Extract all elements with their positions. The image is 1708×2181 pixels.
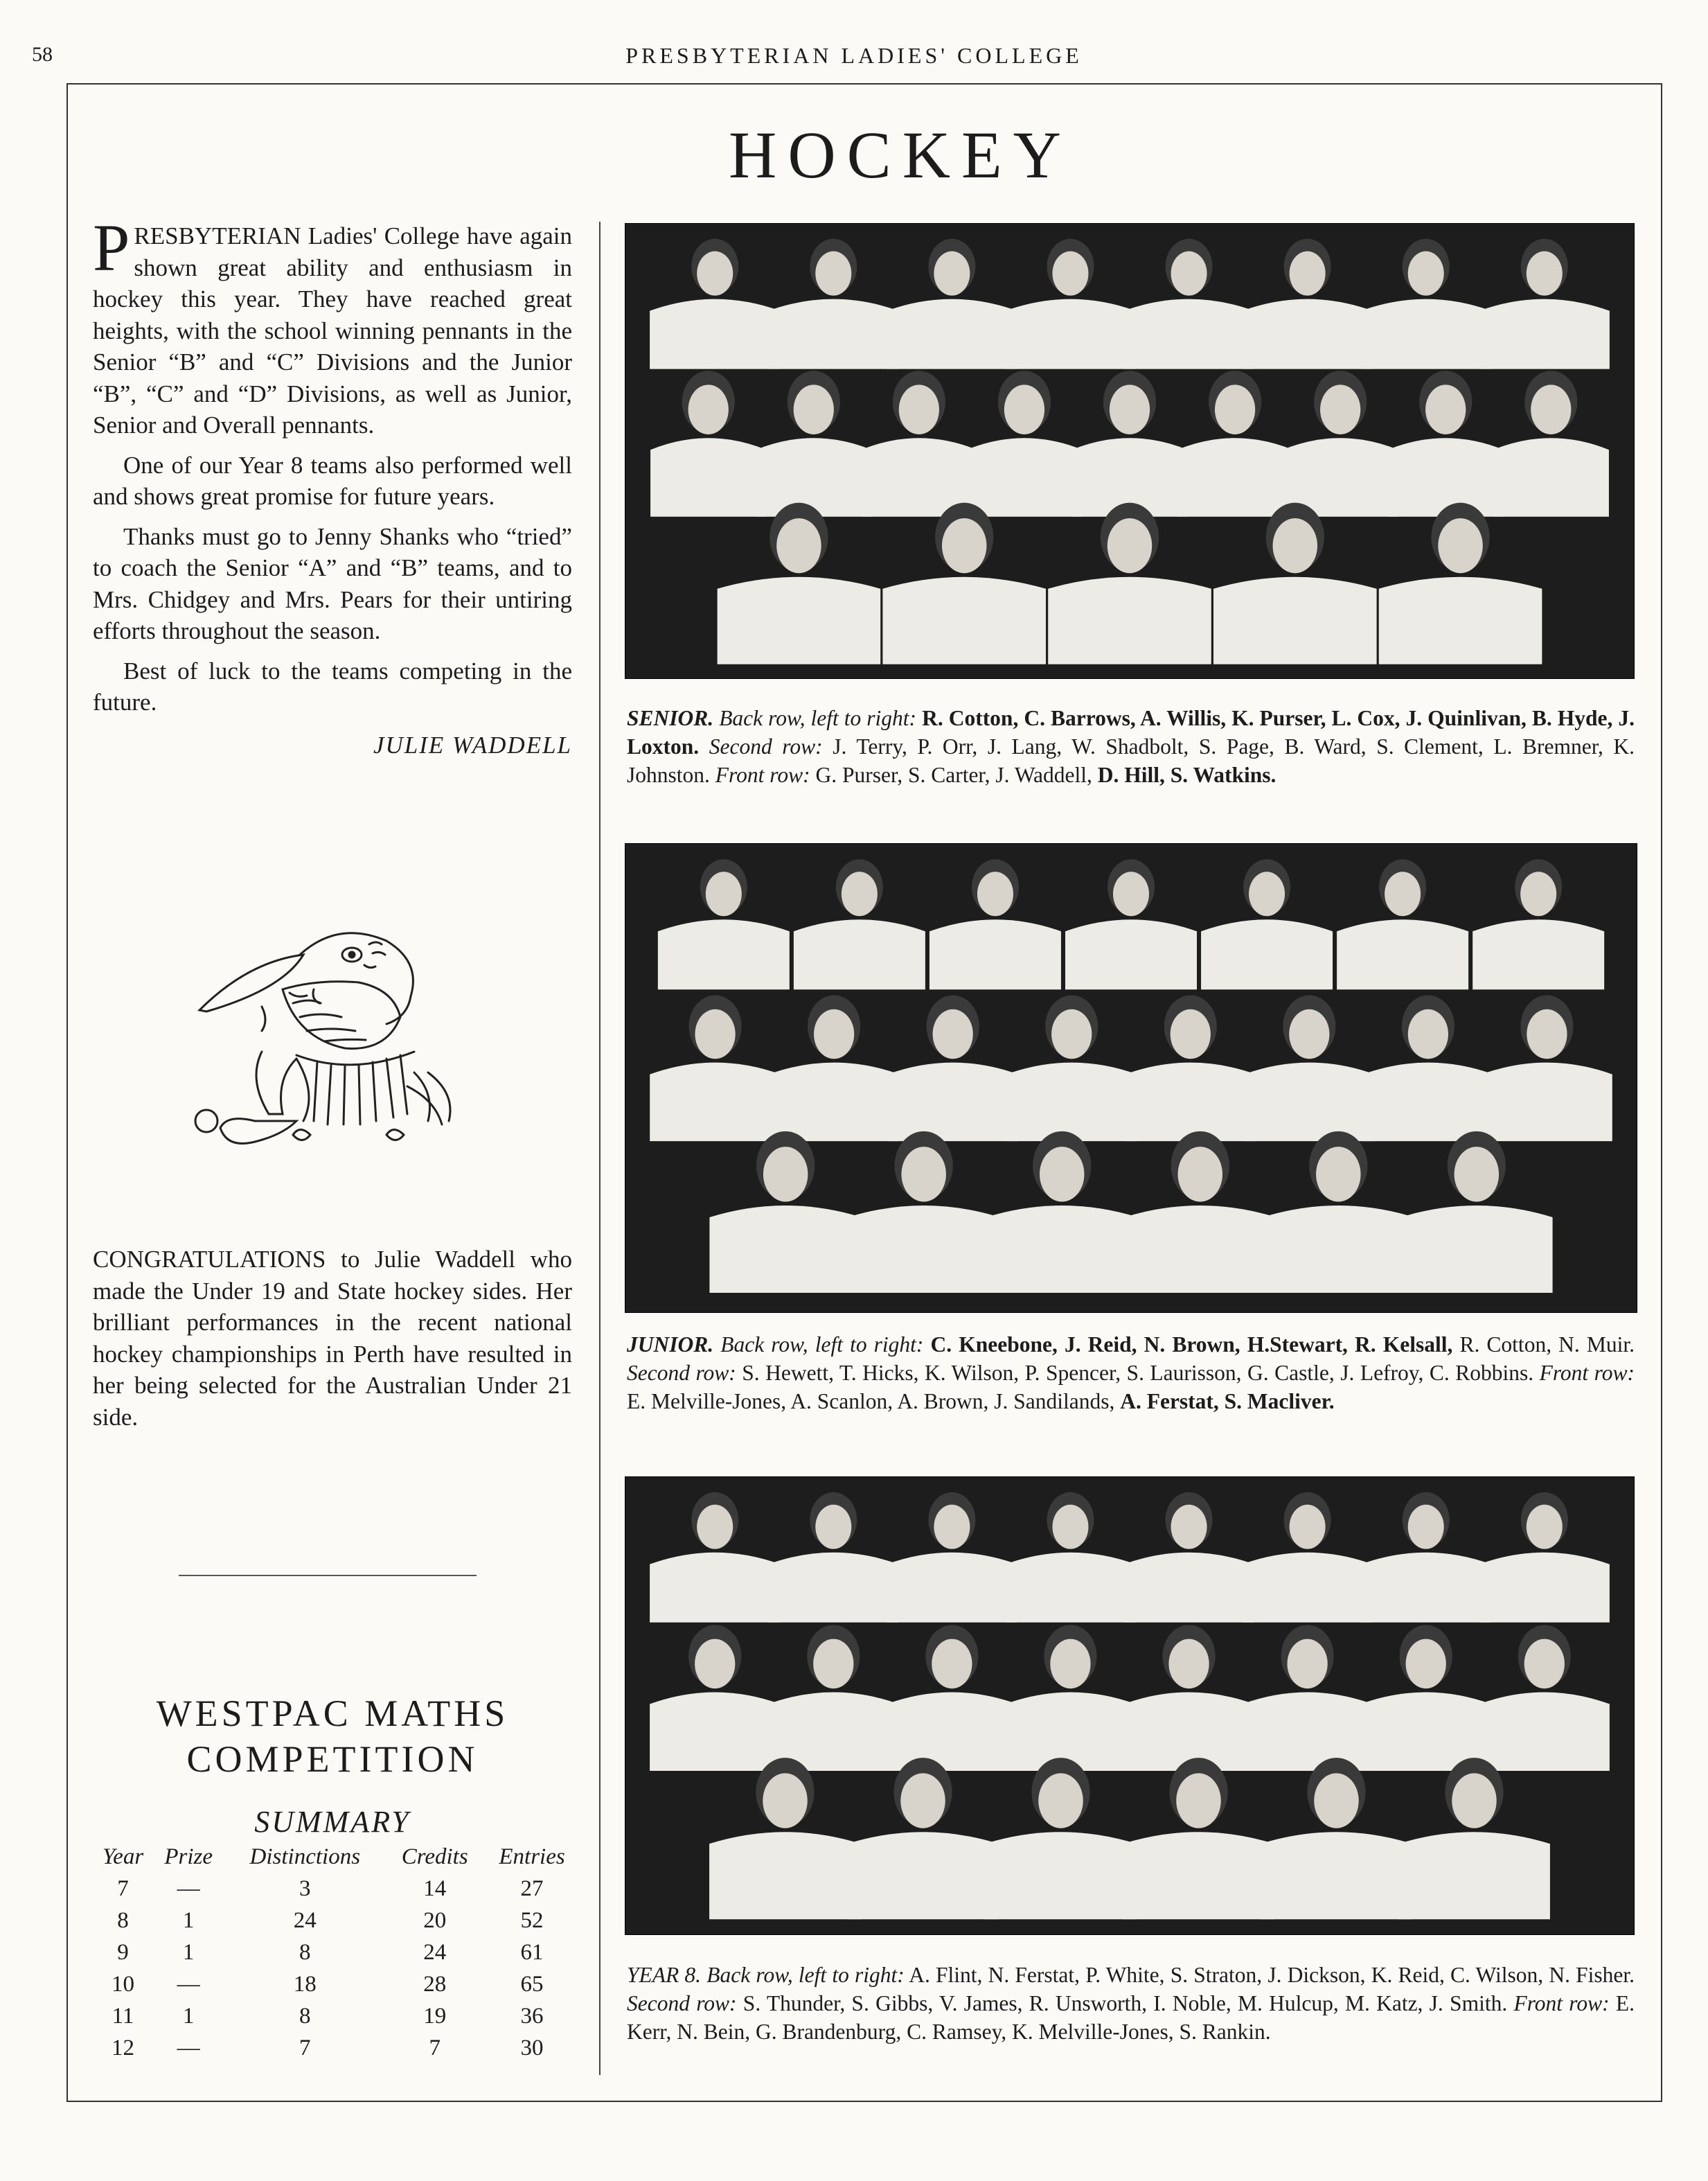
table-cell: 1 <box>182 1939 195 1965</box>
table-cell: 19 <box>423 2003 447 2029</box>
congratulations-note <box>93 1244 572 1441</box>
year8-team-photo <box>625 1476 1635 1935</box>
table-cell: 7 <box>117 1875 129 1901</box>
table-cell: 9 <box>117 1939 129 1965</box>
paragraph-3: Thanks must go to Jenny Shanks who “tried” to coach the Senior “A” and “B” teams, and to Mrs. Chidgey and Mrs. Pears for their untiring efforts throughout the season. <box>93 522 572 644</box>
table-cell: 12 <box>112 2035 135 2060</box>
paragraph-4: Best of luck to the teams competing in the future. <box>93 657 572 716</box>
summary-heading: SUMMARY <box>254 1805 411 1839</box>
table-cell: 1 <box>182 2003 195 2029</box>
table-cell: 10 <box>112 1971 135 1997</box>
table-cell: 27 <box>520 1875 544 1901</box>
table-cell: 1 <box>182 1907 195 1933</box>
column-divider <box>599 222 601 2075</box>
author-signature: JULIE WADDELL <box>373 731 572 759</box>
table-cell: 24 <box>423 1939 447 1965</box>
table-row <box>93 1905 580 1936</box>
paragraph-2: One of our Year 8 teams also performed well and shows great promise for future years. <box>93 451 572 510</box>
team-label: JUNIOR. <box>627 1332 714 1357</box>
senior-team-photo <box>625 223 1635 679</box>
column-header: Credits <box>401 1844 468 1869</box>
table-row <box>93 2032 580 2064</box>
row-label: Front row: <box>715 763 810 787</box>
row-label: Second row: <box>627 1991 737 2015</box>
table-cell: 8 <box>117 1907 129 1933</box>
names: K. Reid, C. Wilson, N. Fisher. <box>1371 1963 1635 1987</box>
table-cell: 30 <box>520 2035 544 2060</box>
table-row <box>93 2000 580 2032</box>
westpac-title <box>93 1690 572 1782</box>
row-label: Second row: <box>627 1361 736 1385</box>
names: G. Purser, S. Carter, J. Waddell, <box>815 763 1092 787</box>
table-cell: 11 <box>112 2003 134 2029</box>
table-cell: 36 <box>520 2003 544 2029</box>
row-label: Back row, left to right: <box>720 1332 924 1357</box>
article-title: HOCKEY <box>729 118 1072 192</box>
table-cell: — <box>177 2035 200 2060</box>
table-cell: 7 <box>299 2035 311 2060</box>
row-label: Front row: <box>1513 1991 1610 2015</box>
table-cell: 28 <box>423 1971 447 1997</box>
table-cell: 65 <box>520 1971 544 1997</box>
table-cell: 61 <box>520 1939 544 1965</box>
names: S. Thunder, S. Gibbs, V. James, R. Unsworth, I. Noble, M. Hulcup, M. Katz, J. Smith. <box>742 1991 1508 2015</box>
year8-caption <box>627 1961 1635 2046</box>
junior-team-photo <box>625 843 1637 1313</box>
results-header-row <box>93 1844 580 1873</box>
westpac-title-line-2: COMPETITION <box>186 1738 479 1780</box>
drop-cap: P <box>93 211 130 285</box>
team-label: YEAR 8. <box>627 1963 702 1987</box>
names: D. Hill, S. Watkins. <box>1097 763 1276 787</box>
names: A. Ferstat, S. Macliver. <box>1120 1389 1335 1413</box>
names: E. Melville-Jones, A. Scanlon, A. Brown, J. Sandilands, <box>627 1389 1115 1413</box>
column-header: Prize <box>164 1844 213 1869</box>
names: J. Terry, P. Orr, J. Lang, W. Shadbolt, S. Page, B. Ward, S. Clement, L. Bremner, K. Johnston. <box>627 734 1635 787</box>
names: C. Kneebone, J. Reid, N. Brown, H.Stewart, R. Kelsall, <box>930 1332 1453 1357</box>
table-cell: 8 <box>299 1939 311 1965</box>
names: E. Kerr, N. Bein, G. Brandenburg, C. Ramsey, K. Melville-Jones, S. Rankin. <box>627 1991 1635 2044</box>
row-label: Back row, left to right: <box>706 1963 905 1987</box>
table-row <box>93 1968 580 2000</box>
names: R. Cotton, N. Muir. <box>1459 1332 1635 1357</box>
page-number: 58 <box>32 43 53 66</box>
table-cell: 14 <box>423 1875 447 1901</box>
kookaburra-mascot-illustration <box>179 913 497 1190</box>
table-cell: — <box>177 1971 200 1997</box>
table-row <box>93 1936 580 1968</box>
paragraph-1-text: RESBYTERIAN Ladies' College have again shown great ability and enthusiasm in hockey this year. They have reached great heights, with the school winning pennants in the Senior “B” and “C” Divisions and the Junior “B”, “C” and “D” Divisions, as well as Junior, Senior and Overall pennants. <box>93 222 572 439</box>
names: A. Flint, N. Ferstat, P. White, S. Straton, J. Dickson, <box>909 1963 1366 1987</box>
row-label: Front row: <box>1539 1361 1635 1385</box>
junior-caption <box>627 1330 1635 1415</box>
table-cell: 7 <box>429 2035 441 2060</box>
table-cell: 24 <box>293 1907 317 1933</box>
table-cell: 3 <box>299 1875 311 1901</box>
names: R. Cotton, C. Barrows, A. Willis, K. Purser, L. Cox, J. Quinlivan, B. Hyde, J. Loxton. <box>627 706 1635 759</box>
table-cell: 20 <box>423 1907 447 1933</box>
table-row <box>93 1873 580 1905</box>
senior-caption <box>627 704 1635 789</box>
table-cell: 18 <box>293 1971 317 1997</box>
paragraph-1 <box>93 211 572 441</box>
westpac-title-line-1: WESTPAC MATHS <box>156 1693 509 1734</box>
article-body <box>93 211 572 761</box>
table-cell: 52 <box>520 1907 544 1933</box>
section-rule <box>179 1575 477 1576</box>
results-table <box>93 1844 580 2064</box>
running-header: PRESBYTERIAN LADIES' COLLEGE <box>625 43 1083 68</box>
table-cell: 8 <box>299 2003 311 2029</box>
column-header: Entries <box>499 1844 565 1869</box>
row-label: Back row, left to right: <box>719 706 917 730</box>
names: S. Hewett, T. Hicks, K. Wilson, P. Spencer, S. Laurisson, G. Castle, J. Lefroy, C. Robbins. <box>742 1361 1534 1385</box>
column-header: Year <box>102 1844 144 1869</box>
table-cell: — <box>177 1875 200 1901</box>
team-label: SENIOR. <box>627 706 714 730</box>
row-label: Second row: <box>709 734 823 759</box>
column-header: Distinctions <box>249 1844 361 1869</box>
congratulations-text: CONGRATULATIONS to Julie Waddell who made the Under 19 and State hockey sides. Her brilliant performances in the recent national hockey championships in Perth have resulted in her being selected for the Australian Under 21 side. <box>93 1246 572 1431</box>
